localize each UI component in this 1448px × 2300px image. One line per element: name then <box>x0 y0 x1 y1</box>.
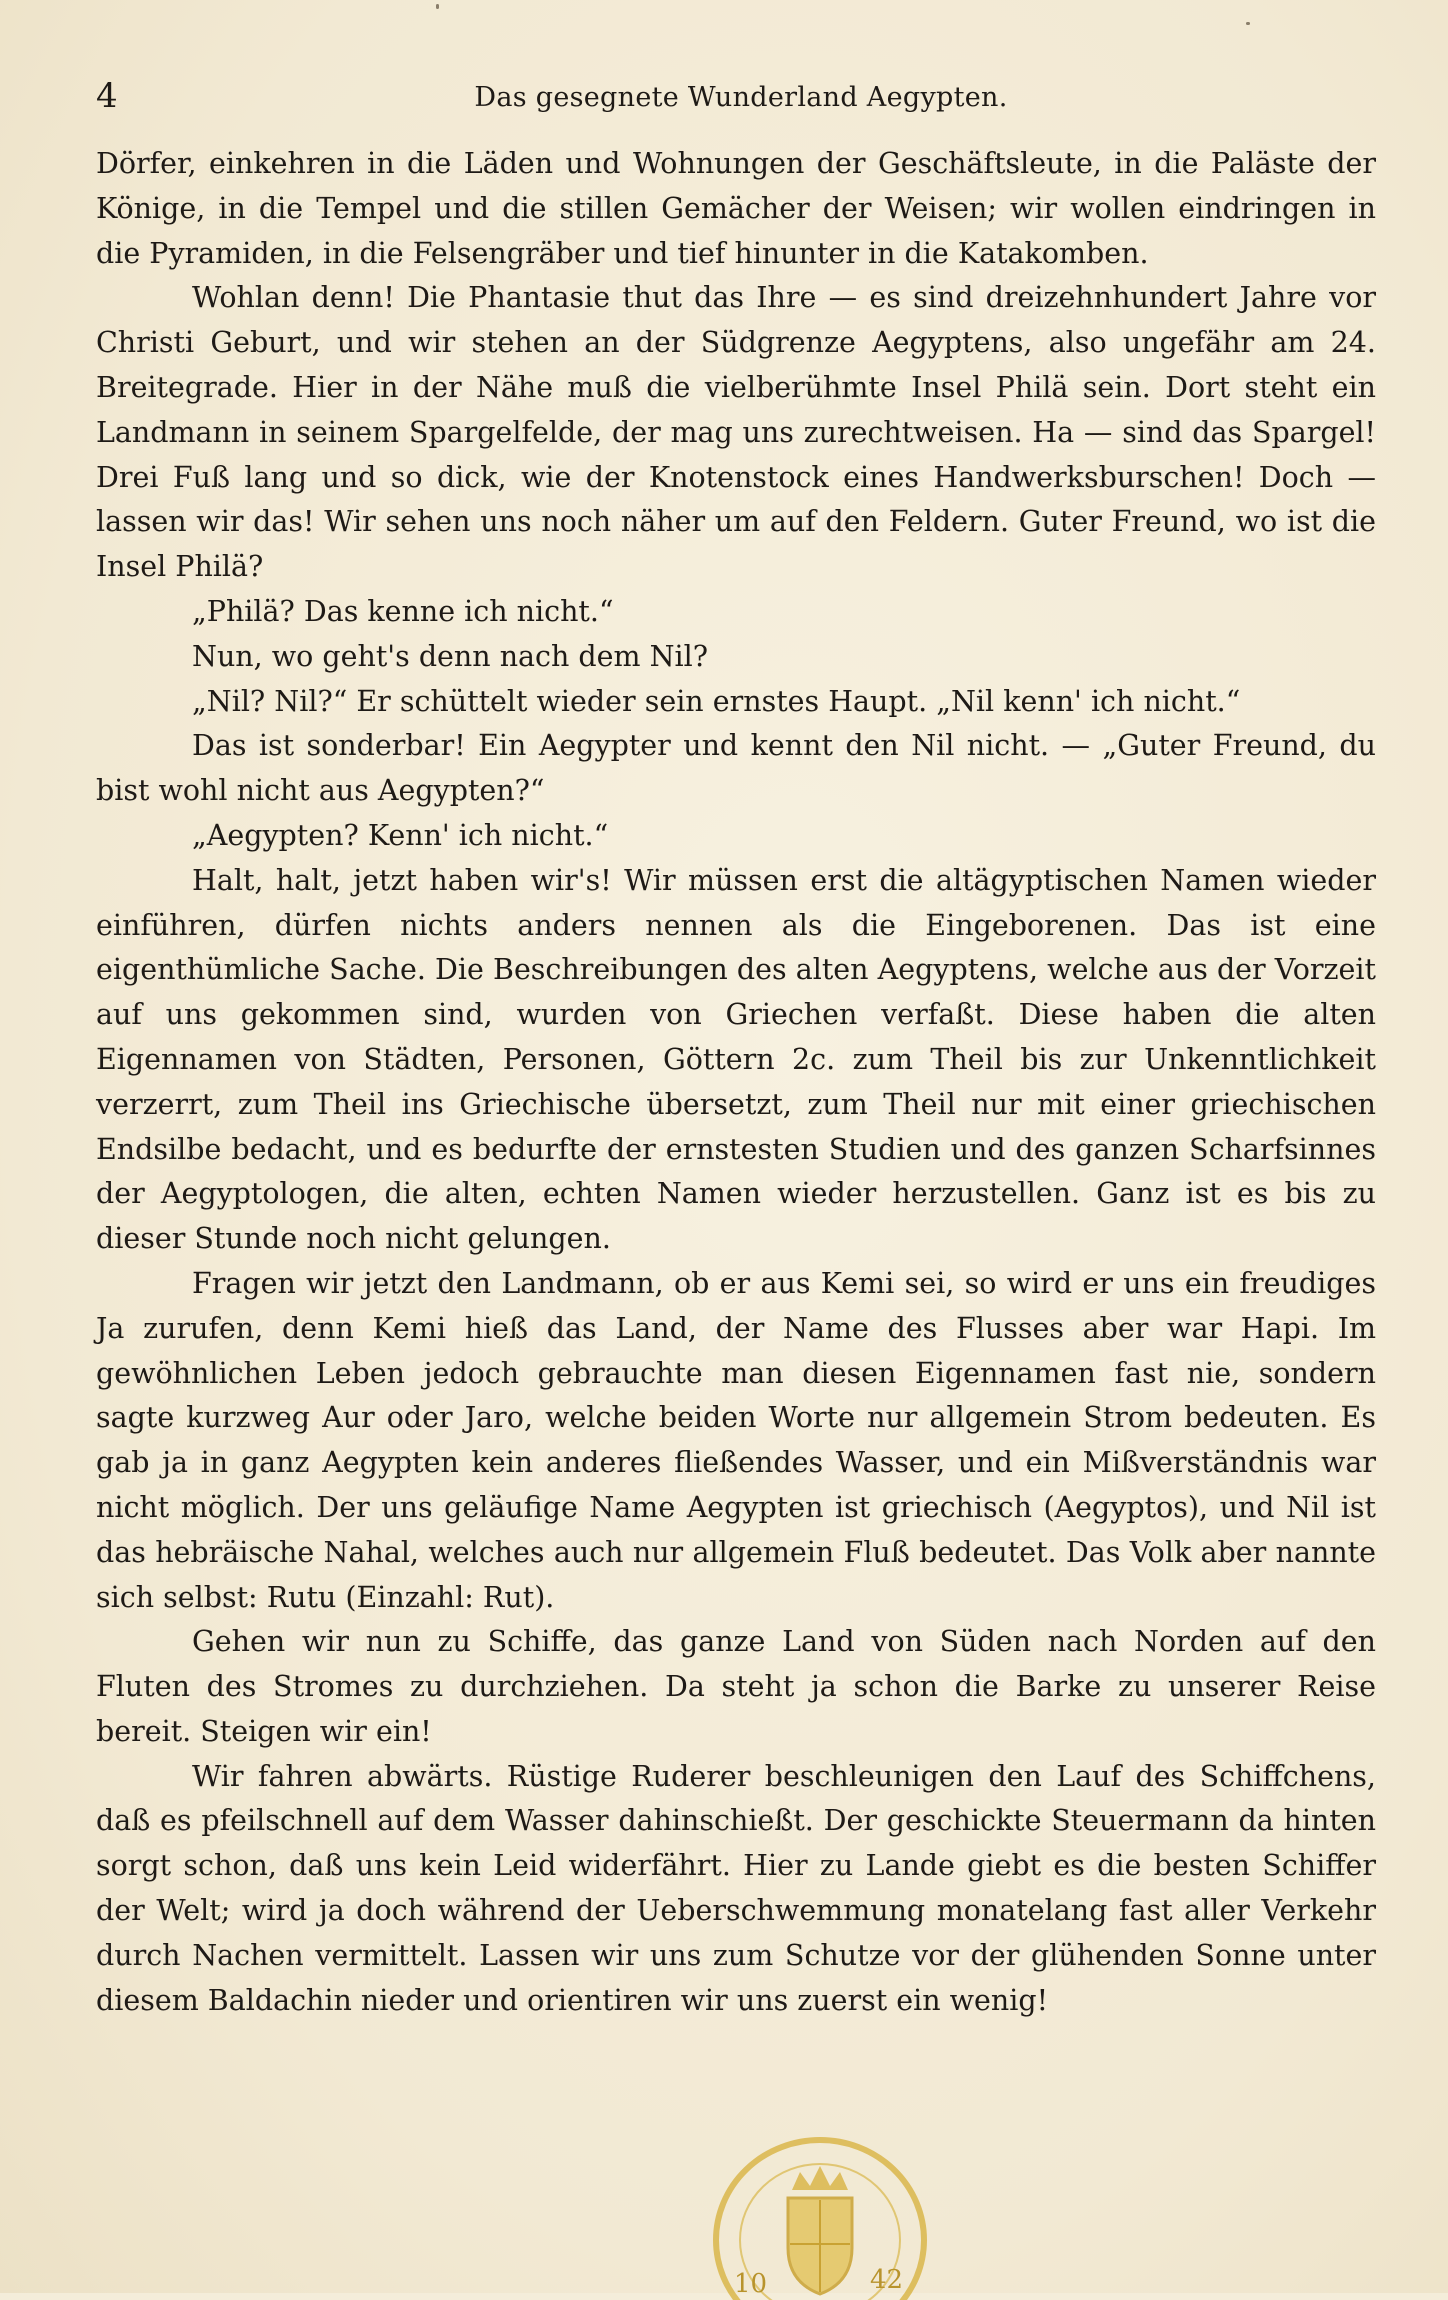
print-speck <box>1246 22 1250 25</box>
stamp-left-digits: 10 <box>734 2269 768 2299</box>
crown-icon <box>792 2166 848 2190</box>
running-title: Das gesegnete Wunderland Aegypten. <box>474 82 1008 113</box>
print-speck <box>436 4 439 9</box>
paragraph: „Nil? Nil?“ Er schüttelt wieder sein ernstes Haupt. „Nil kenn' ich nicht.“ <box>192 684 1241 718</box>
paragraph: Wir fahren abwärts. Rüstige Ruderer beschleunigen den Lauf des Schiffchens, daß es pfeilschnell auf dem Wasser dahinschießt. Der geschickte Steuermann da hinten sorgt schon, daß uns kein Leid widerfährt. Hier zu Lande giebt es die besten Schiffer der Welt; wird ja doch während der Ueberschwemmung monatelang fast aller Verkehr durch Nachen vermittelt. Lassen wir uns zum Schutze vor der glühenden Sonne unter diesem Baldachin nieder und orientiren wir uns zuerst ein wenig! <box>96 1759 1376 2017</box>
stamp-right-digits: 42 <box>870 2265 904 2295</box>
paragraph: Fragen wir jetzt den Landmann, ob er aus Kemi sei, so wird er uns ein freudiges Ja zurufen, denn Kemi hieß das Land, der Name des Flusses aber war Hapi. Im gewöhnlichen Leben jedoch gebrauchte man diesen Eigennamen fast nie, sondern sagte kurzweg Aur oder Jaro, welche beiden Worte nur allgemein Strom bedeuten. Es gab ja in ganz Aegypten kein anderes fließendes Wasser, und ein Mißverständnis war nicht möglich. Der uns geläufige Name Aegypten ist griechisch (Aegyptos), und Nil ist das hebräische Nahal, welches auch nur allgemein Fluß bedeutet. Das Volk aber nannte sich selbst: Rutu (Einzahl: Rut). <box>96 1266 1376 1614</box>
paragraph: Dörfer, einkehren in die Läden und Wohnungen der Geschäftsleute, in die Paläste der Könige, in die Tempel und die stillen Gemächer der Weisen; wir wollen eindringen in die Pyramiden, in die Felsengräber und tief hinunter in die Katakomben. <box>96 147 1376 270</box>
paragraph: „Aegypten? Kenn' ich nicht.“ <box>192 818 609 852</box>
paragraph: Halt, halt, jetzt haben wir's! Wir müssen erst die altägyptischen Namen wieder einführen, dürfen nichts anders nennen als die Eingeborenen. Das ist eine eigenthümliche Sache. Die Beschreibungen des alten Aegyptens, welche aus der Vorzeit auf uns gekommen sind, wurden von Griechen verfaßt. Diese haben die alten Eigennamen von Städten, Personen, Göttern 2c. zum Theil bis zur Unkenntlichkeit verzerrt, zum Theil ins Griechische übersetzt, zum Theil nur mit einer griechischen Endsilbe bedacht, und es bedurfte der ernstesten Studien und des ganzen Scharfsinnes der Aegyptologen, die alten, echten Namen wieder herzustellen. Ganz ist es bis zu dieser Stunde noch nicht gelungen. <box>96 863 1376 1256</box>
paragraph: Gehen wir nun zu Schiffe, das ganze Land von Süden nach Norden auf den Fluten des Stromes zu durchziehen. Da steht ja schon die Barke zu unserer Reise bereit. Steigen wir ein! <box>96 1625 1376 1748</box>
paragraph: Das ist sonderbar! Ein Aegypter und kennt den Nil nicht. — „Guter Freund, du bist wohl nicht aus Aegypten?“ <box>96 729 1376 808</box>
running-head <box>96 76 1386 120</box>
paragraph: Wohlan denn! Die Phantasie thut das Ihre — es sind dreizehnhundert Jahre vor Christi Geburt, und wir stehen an der Südgrenze Aegyptens, also ungefähr am 24. Breitegrade. Hier in der Nähe muß die vielberühmte Insel Philä sein. Dort steht ein Landmann in seinem Spargelfelde, der mag uns zurechtweisen. Ha — sind das Spargel! Drei Fuß lang und so dick, wie der Knotenstock eines Handwerksburschen! Doch — lassen wir das! Wir sehen uns noch näher um auf den Feldern. Guter Freund, wo ist die Insel Philä? <box>96 281 1376 584</box>
library-stamp <box>700 2120 940 2300</box>
page-number: 4 <box>96 76 118 116</box>
body-text <box>96 142 1376 2023</box>
paragraph: Nun, wo geht's denn nach dem Nil? <box>192 639 709 673</box>
paragraph: „Philä? Das kenne ich nicht.“ <box>192 594 614 628</box>
